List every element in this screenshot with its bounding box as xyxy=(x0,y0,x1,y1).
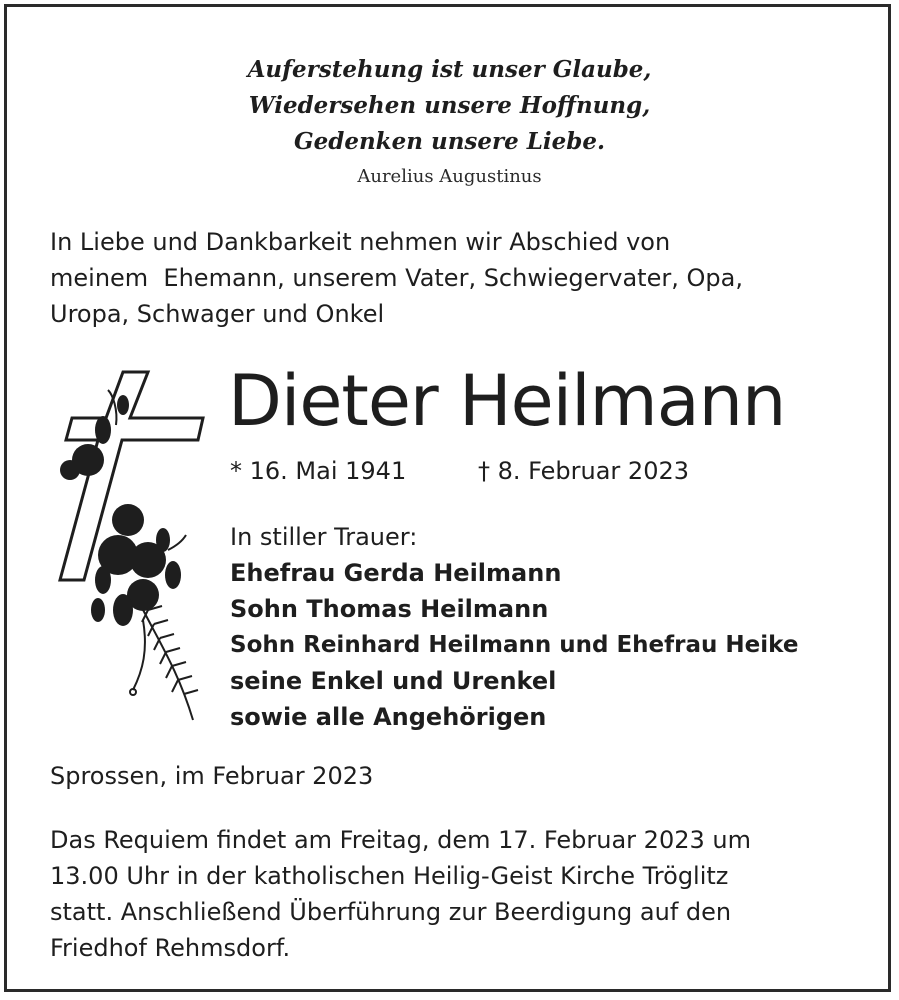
place-date: Sprossen, im Februar 2023 xyxy=(50,762,374,790)
mourner-5: sowie alle Angehörigen xyxy=(230,703,547,731)
mourner-2: Sohn Thomas Heilmann xyxy=(230,595,549,623)
quote-line-2: Wiedersehen unsere Hoffnung, xyxy=(248,92,651,119)
service-line-3: statt. Anschließend Überführung zur Beerdigung auf den xyxy=(50,898,732,926)
quote-line-1: Auferstehung ist unser Glaube, xyxy=(247,56,652,83)
mourner-4: seine Enkel und Urenkel xyxy=(230,667,557,695)
death-date: † 8. Februar 2023 xyxy=(478,457,690,485)
service-line-4: Friedhof Rehmsdorf. xyxy=(50,934,291,962)
service-line-2: 13.00 Uhr in der katholischen Heilig-Geist Kirche Tröglitz xyxy=(50,862,729,890)
birth-date: * 16. Mai 1941 xyxy=(230,457,407,485)
intro-line-2: meinem Ehemann, unserem Vater, Schwiegervater, Opa, xyxy=(50,264,743,292)
mourner-3: Sohn Reinhard Heilmann und Ehefrau Heike xyxy=(230,632,799,658)
quote-line-3: Gedenken unsere Liebe. xyxy=(293,128,606,155)
cross-with-roses-icon xyxy=(48,370,208,725)
intro-line-3: Uropa, Schwager und Onkel xyxy=(50,300,385,328)
deceased-name: Dieter Heilmann xyxy=(228,360,786,442)
intro-line-1: In Liebe und Dankbarkeit nehmen wir Abschied von xyxy=(50,228,671,256)
mourners-heading: In stiller Trauer: xyxy=(230,523,418,551)
quote-author: Aurelius Augustinus xyxy=(357,166,542,187)
mourner-1: Ehefrau Gerda Heilmann xyxy=(230,559,562,587)
service-line-1: Das Requiem findet am Freitag, dem 17. Februar 2023 um xyxy=(50,826,751,854)
